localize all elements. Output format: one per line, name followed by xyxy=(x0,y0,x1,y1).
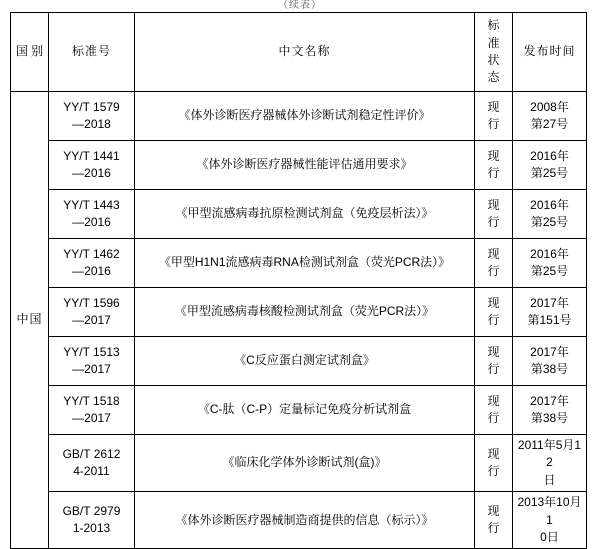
standard-date-line1: 2011年5月12 xyxy=(517,438,582,470)
standard-code-line1: YY/T 1579 xyxy=(63,99,120,114)
standard-code-line2: —2016 xyxy=(72,166,111,180)
standard-date-line2: 第151号 xyxy=(527,313,572,327)
standard-code-line2: 1-2013 xyxy=(72,521,111,536)
table-row xyxy=(11,190,587,239)
column-header-name: 中文名称 xyxy=(135,13,475,92)
standard-date-cell xyxy=(513,190,587,239)
table-row xyxy=(11,141,587,190)
table-header-row xyxy=(11,13,587,92)
standard-state-cell xyxy=(475,239,513,288)
standard-code-line1: GB/T 2612 xyxy=(62,446,121,461)
standard-code-line1: YY/T 1596 xyxy=(63,295,120,310)
standard-date-cell xyxy=(513,386,587,435)
standard-code-line1: YY/T 1513 xyxy=(63,344,120,359)
standard-state-line1: 现 xyxy=(487,295,500,310)
standard-state-cell xyxy=(475,92,513,141)
standard-state-cell xyxy=(475,190,513,239)
standard-code-line2: —2017 xyxy=(72,411,111,425)
standard-date-line1: 2017年 xyxy=(530,344,569,359)
standard-name-cell: 《体外诊断医疗器械制造商提供的信息（标示）》 xyxy=(135,492,475,549)
standard-date-line2: 第38号 xyxy=(530,411,569,425)
standard-date-line2: 第25号 xyxy=(530,264,569,278)
standard-code-line2: —2016 xyxy=(72,264,111,278)
standard-code-cell xyxy=(49,386,135,435)
standard-code-cell xyxy=(49,239,135,288)
continuation-note: （续表） xyxy=(278,0,322,11)
standard-state-line1: 现 xyxy=(487,246,500,261)
column-header-date: 发布时间 xyxy=(513,13,587,92)
standard-state-line2: 行 xyxy=(487,411,500,425)
standard-state-line2: 行 xyxy=(487,166,500,180)
standard-state-cell xyxy=(475,337,513,386)
standards-table xyxy=(10,12,587,549)
standard-name-cell: 《体外诊断医疗器械性能评估通用要求》 xyxy=(135,141,475,190)
standard-date-line2: 0日 xyxy=(540,529,559,544)
standard-name-cell: 《体外诊断医疗器械体外诊断试剂稳定性评价》 xyxy=(135,92,475,141)
standard-date-line2: 第25号 xyxy=(530,215,569,229)
standard-code-line1: YY/T 1462 xyxy=(63,246,120,261)
standard-date-line2: 第27号 xyxy=(530,117,569,131)
standard-code-line2: —2018 xyxy=(72,117,111,131)
standard-state-line2: 行 xyxy=(487,117,500,131)
country-cell: 中国 xyxy=(11,92,49,549)
standard-state-line2: 行 xyxy=(487,264,500,278)
standard-code-line2: —2017 xyxy=(72,313,111,327)
standard-state-line2: 行 xyxy=(487,215,500,229)
standard-date-cell xyxy=(513,337,587,386)
standard-state-line2: 行 xyxy=(487,521,500,536)
standard-code-line2: —2016 xyxy=(72,215,111,229)
table-body xyxy=(11,92,587,549)
standard-code-cell xyxy=(49,337,135,386)
standard-state-line1: 现 xyxy=(487,99,500,114)
standard-state-cell xyxy=(475,492,513,549)
standard-date-cell xyxy=(513,141,587,190)
standard-date-line1: 2017年 xyxy=(530,295,569,310)
standard-code-cell xyxy=(49,492,135,549)
standard-date-line1: 2016年 xyxy=(530,148,569,163)
standard-state-line1: 现 xyxy=(487,393,500,408)
standard-name-cell: 《甲型流感病毒抗原检测试剂盒（免疫层析法）》 xyxy=(135,190,475,239)
standard-date-line1: 2016年 xyxy=(530,246,569,261)
column-header-code: 标准号 xyxy=(49,13,135,92)
standard-code-line2: —2017 xyxy=(72,362,111,376)
standard-state-line2: 行 xyxy=(487,464,500,479)
column-header-country: 国 别 xyxy=(11,13,49,92)
standard-date-cell xyxy=(513,288,587,337)
standard-name-cell: 《甲型流感病毒核酸检测试剂盒（荧光PCR法）》 xyxy=(135,288,475,337)
table-row xyxy=(11,492,587,549)
standard-date-cell xyxy=(513,492,587,549)
table-row xyxy=(11,288,587,337)
standard-name-cell: 《C反应蛋白测定试剂盒》 xyxy=(135,337,475,386)
standard-state-line2: 行 xyxy=(487,313,500,327)
table-row xyxy=(11,239,587,288)
standard-state-line1: 现 xyxy=(487,197,500,212)
standard-name-cell: 《临床化学体外诊断试剂(盒)》 xyxy=(135,435,475,492)
standard-state-cell xyxy=(475,435,513,492)
standard-code-cell xyxy=(49,190,135,239)
standard-name-cell: 《C-肽（C-P）定量标记免疫分析试剂盒 xyxy=(135,386,475,435)
standard-state-line1: 现 xyxy=(487,503,500,518)
standard-state-line1: 现 xyxy=(487,344,500,359)
standard-state-line2: 行 xyxy=(487,362,500,376)
standard-code-line1: YY/T 1441 xyxy=(63,148,120,163)
table-row xyxy=(11,337,587,386)
standard-date-line2: 第38号 xyxy=(530,362,569,376)
standard-code-line1: YY/T 1518 xyxy=(63,393,120,408)
standard-name-cell: 《甲型H1N1流感病毒RNA检测试剂盒（荧光PCR法）》 xyxy=(135,239,475,288)
standard-state-cell xyxy=(475,386,513,435)
standard-date-line1: 2013年10月1 xyxy=(517,495,582,527)
table-row xyxy=(11,386,587,435)
table-header xyxy=(11,13,587,92)
standard-date-cell xyxy=(513,239,587,288)
standard-code-line1: GB/T 2979 xyxy=(62,503,121,518)
standard-state-line1: 现 xyxy=(487,148,500,163)
standard-state-cell xyxy=(475,288,513,337)
column-header-state: 标 准 状 态 xyxy=(475,13,513,92)
standard-date-line2: 日 xyxy=(543,472,556,487)
standard-code-cell xyxy=(49,141,135,190)
standard-date-cell xyxy=(513,92,587,141)
standard-state-cell xyxy=(475,141,513,190)
standard-code-cell xyxy=(49,435,135,492)
standard-date-line1: 2017年 xyxy=(530,393,569,408)
standard-code-cell xyxy=(49,92,135,141)
standard-code-line1: YY/T 1443 xyxy=(63,197,120,212)
standard-code-line2: 4-2011 xyxy=(73,464,110,479)
standard-date-line1: 2016年 xyxy=(530,197,569,212)
standard-state-line1: 现 xyxy=(487,446,500,461)
standard-date-line1: 2008年 xyxy=(530,99,569,114)
standard-date-cell xyxy=(513,435,587,492)
standard-code-cell xyxy=(49,288,135,337)
standard-date-line2: 第25号 xyxy=(530,166,569,180)
table-row xyxy=(11,435,587,492)
table-row xyxy=(11,92,587,141)
